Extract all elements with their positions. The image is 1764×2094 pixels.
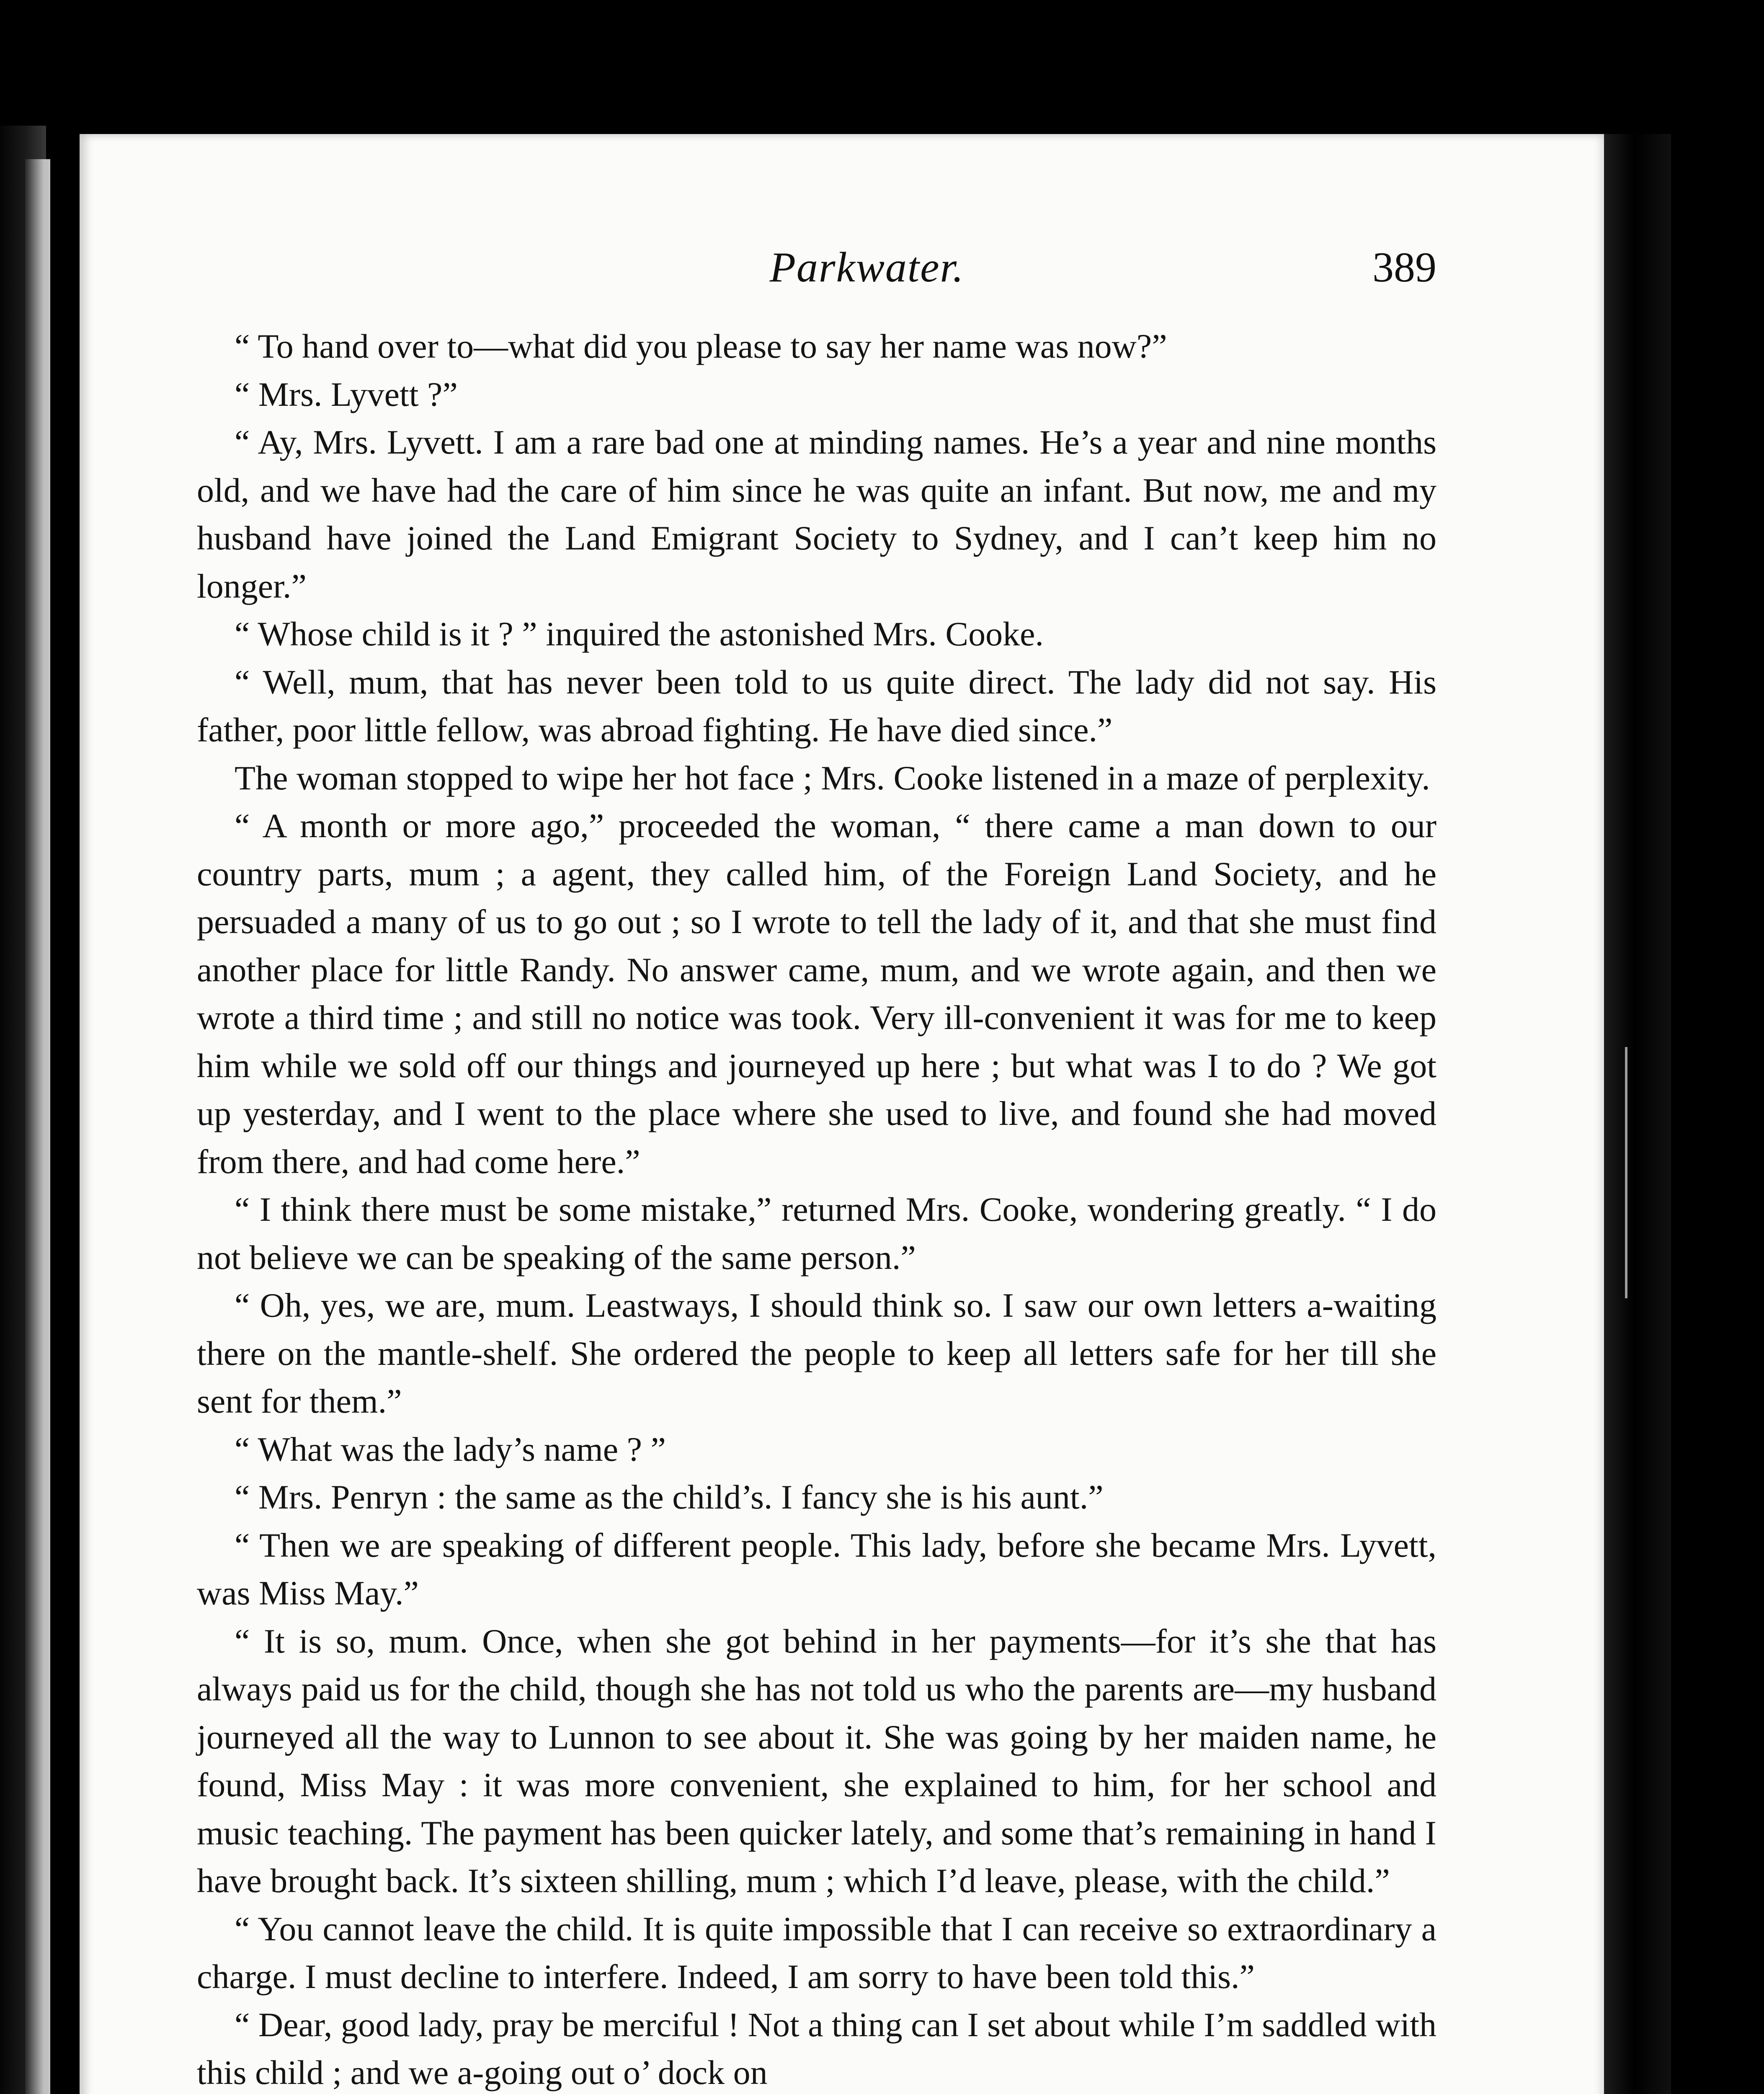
page-stack-edge bbox=[1604, 134, 1671, 2094]
paragraph: “ To hand over to—what did you please to say her name was now?” bbox=[235, 327, 1167, 365]
page-number: 389 bbox=[1372, 244, 1436, 291]
paragraph: “ Ay, Mrs. Lyvett. I am a rare bad one at minding names. He’s a year and nine months old, and we have had the care of him since he was quite an infant. But now, me and my husband have joined the Land Emigrant Society to Sydney, and I can’t keep him no longer.” bbox=[197, 423, 1436, 605]
paragraph: “ Then we are speaking of different people. This lady, before she became Mrs. Lyvett, was Miss May.” bbox=[197, 1526, 1436, 1612]
page-stack-highlight bbox=[1625, 1047, 1633, 1298]
paragraph: “ Mrs. Lyvett ?” bbox=[235, 375, 458, 413]
chapter-title: Parkwater. bbox=[769, 244, 965, 291]
paragraph: “ Whose child is it ? ” inquired the astonished Mrs. Cooke. bbox=[235, 615, 1044, 653]
paragraph: “ Mrs. Penryn : the same as the child’s. I fancy she is his aunt.” bbox=[235, 1478, 1104, 1516]
paragraph: “ You cannot leave the child. It is quite impossible that I can receive so extraordinary a charge. I must decline to interfere. Indeed, I am sorry to have been told this.” bbox=[197, 1909, 1436, 1996]
paragraph: “ Well, mum, that has never been told to us quite direct. The lady did not say. His father, poor little fellow, was abroad fighting. He have died since.” bbox=[197, 663, 1436, 749]
paragraph: “ I think there must be some mistake,” returned Mrs. Cooke, wondering greatly. “ I do not believe we can be speaking of the same person.” bbox=[197, 1190, 1436, 1277]
paragraph: “ It is so, mum. Once, when she got behind in her payments—for it’s she that has always paid us for the child, though she has not told us who the parents are—my husband journeyed all the way to Lunnon to see about it. She was going by her maiden name, he found, Miss May : it was more convenient, she explained to him, for her school and music teaching. The payment has been quicker lately, and some that’s remaining in hand I have brought back. It’s sixteen shilling, mum ; which I’d leave, please, with the child.” bbox=[197, 1622, 1436, 1900]
facing-page-edge bbox=[25, 159, 50, 2094]
paragraph: “ A month or more ago,” proceeded the woman, “ there came a man down to our country parts, mum ; a agent, they called him, of the Foreign Land Society, and he persuaded a many of us to go out ; so I wrote to tell the lady of it, and that she must find another place for little Randy. No answer came, mum, and we wrote again, and then we wrote a third time ; and still no notice was took. Very ill-convenient it was for me to keep him while we sold off our things and journeyed up here ; but what was I to do ? We got up yesterday, and I went to the place where she used to live, and found she had moved from there, and had come here.” bbox=[197, 807, 1436, 1181]
paragraph: The woman stopped to wipe her hot face ; Mrs. Cooke listened in a maze of perplexity. bbox=[235, 758, 1430, 797]
paragraph: “ Dear, good lady, pray be merciful ! Not a thing can I set about while I’m saddled with this child ; and we a-going out o’ dock on bbox=[197, 2005, 1436, 2091]
paragraph: “ Oh, yes, we are, mum. Leastways, I should think so. I saw our own letters a-waiting there on the mantle-shelf. She ordered the people to keep all letters safe for her till she sent for them.” bbox=[197, 1286, 1436, 1420]
paragraph: “ What was the lady’s name ? ” bbox=[235, 1430, 666, 1468]
body-text bbox=[197, 322, 1436, 2094]
running-header bbox=[80, 243, 1604, 302]
